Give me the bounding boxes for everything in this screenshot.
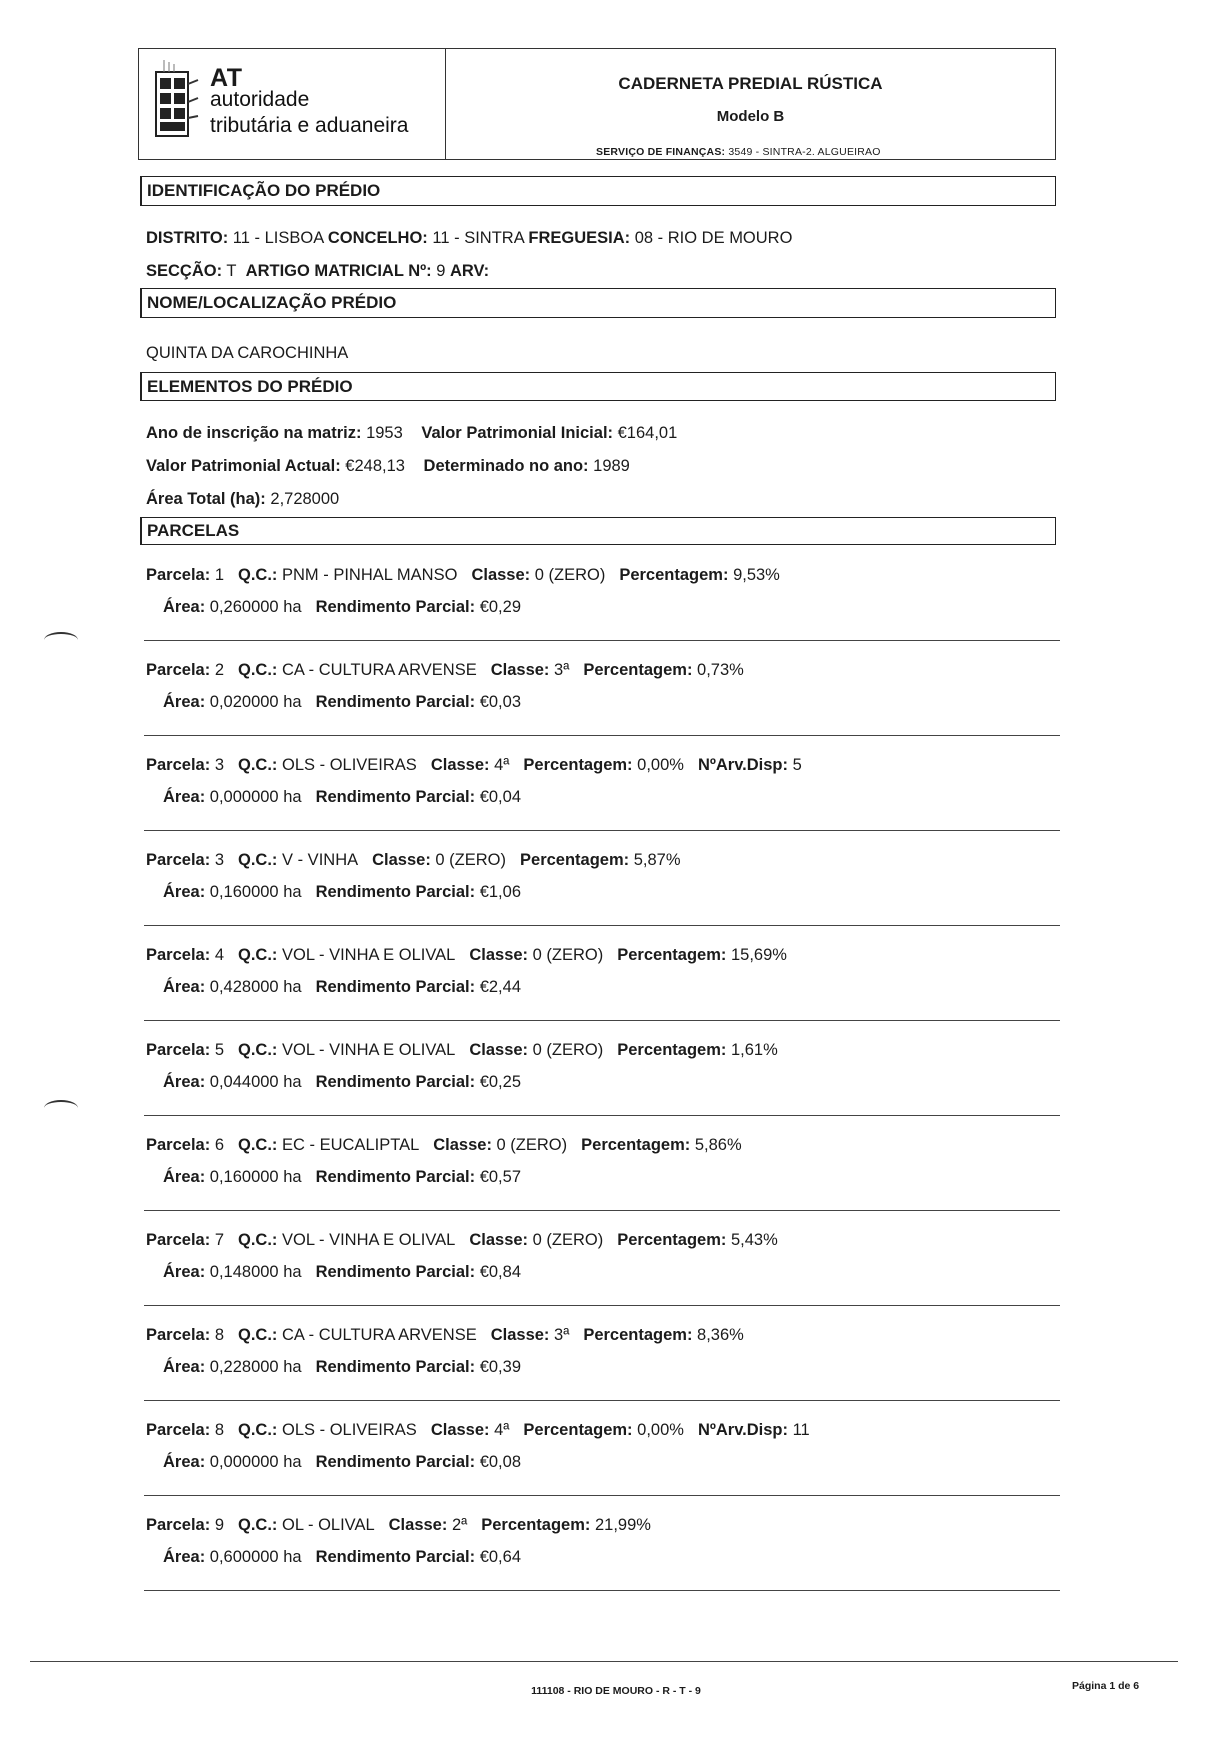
- percentagem-label: Percentagem:: [617, 1041, 727, 1059]
- percentagem-value: 5,87%: [633, 851, 681, 869]
- rendimento-value: €0,84: [479, 1263, 521, 1281]
- classe-label: Classe:: [388, 1516, 448, 1534]
- vpa-value: €248,13: [345, 457, 405, 475]
- percentagem-value: 1,61%: [730, 1041, 778, 1059]
- qc-label: Q.C.:: [238, 756, 278, 774]
- classe-label: Classe:: [471, 566, 531, 584]
- area-unit: ha: [283, 1168, 302, 1186]
- parcela-value: 3: [214, 851, 224, 869]
- ano-value: 1953: [366, 424, 403, 442]
- percentagem-value: 0,00%: [637, 756, 684, 774]
- qc-value: OLS - OLIVEIRAS: [282, 756, 417, 774]
- area-value: 0,428000: [209, 978, 279, 996]
- elements-line-2: [146, 457, 630, 476]
- qc-label: Q.C.:: [238, 946, 278, 964]
- narv-label: NºArv.Disp:: [697, 1421, 789, 1439]
- footer-rule: [30, 1661, 1178, 1662]
- qc-label: Q.C.:: [238, 1516, 278, 1534]
- qc-label: Q.C.:: [238, 851, 278, 869]
- parcel-row-area: [163, 693, 521, 712]
- classe-label: Classe:: [372, 851, 431, 869]
- parcel-divider: [144, 925, 1060, 926]
- parcela-value: 8: [214, 1421, 224, 1439]
- parcel-divider: [144, 1115, 1060, 1116]
- area-label: Área:: [163, 883, 206, 901]
- percentagem-value: 15,69%: [730, 946, 787, 964]
- classe-value: 0 (ZERO): [532, 946, 604, 964]
- area-value: 0,160000: [209, 883, 279, 901]
- rendimento-label: Rendimento Parcial:: [315, 883, 476, 901]
- classe-label: Classe:: [469, 946, 529, 964]
- classe-value: 2ª: [451, 1516, 468, 1534]
- parcel-row-area: [163, 598, 521, 617]
- parcela-value: 6: [214, 1136, 224, 1154]
- logo-line-tributaria: tributária e aduaneira: [210, 114, 409, 137]
- rendimento-label: Rendimento Parcial:: [315, 693, 476, 711]
- elements-line-3: [146, 490, 339, 509]
- parcel-row-area: [163, 1073, 521, 1092]
- area-label: Área:: [163, 1453, 206, 1471]
- parcela-value: 7: [214, 1231, 224, 1249]
- area-unit: ha: [283, 693, 302, 711]
- area-value: 0,160000: [209, 1168, 279, 1186]
- classe-label: Classe:: [469, 1231, 529, 1249]
- area-label: Área:: [163, 1073, 206, 1091]
- classe-label: Classe:: [490, 1326, 550, 1344]
- percentagem-value: 8,36%: [697, 1326, 744, 1344]
- percentagem-label: Percentagem:: [523, 1421, 633, 1439]
- parcela-label: Parcela:: [146, 851, 211, 869]
- area-value: 0,260000: [209, 598, 279, 616]
- rendimento-label: Rendimento Parcial:: [315, 978, 476, 996]
- ano-label: Ano de inscrição na matriz:: [146, 424, 362, 442]
- parcel-divider: [144, 1020, 1060, 1021]
- page-number: Página 1 de 6: [1072, 1680, 1140, 1692]
- narv-value: 5: [792, 756, 802, 774]
- parcel-row-main: [146, 946, 787, 965]
- seccao-value: T: [226, 262, 237, 280]
- area-unit: ha: [283, 883, 302, 901]
- parcel-row-area: [163, 1263, 521, 1282]
- classe-label: Classe:: [433, 1136, 492, 1154]
- parcela-label: Parcela:: [146, 1516, 211, 1534]
- parcel-divider: [144, 735, 1060, 736]
- parcel-row-main: [146, 1041, 778, 1060]
- parcela-label: Parcela:: [146, 1136, 211, 1154]
- parcela-value: 3: [214, 756, 224, 774]
- section-parcelas: PARCELAS: [140, 517, 1056, 545]
- rendimento-value: €0,25: [479, 1073, 521, 1091]
- document-subtitle: Modelo B: [716, 108, 785, 125]
- rendimento-value: €1,06: [479, 883, 521, 901]
- area-unit: ha: [283, 978, 302, 996]
- parcel-row-main: [146, 1231, 778, 1250]
- vpa-label: Valor Patrimonial Actual:: [146, 457, 341, 475]
- classe-value: 0 (ZERO): [532, 1231, 604, 1249]
- percentagem-label: Percentagem:: [583, 1326, 693, 1344]
- area-unit: ha: [283, 1453, 302, 1471]
- section-elementos: ELEMENTOS DO PRÉDIO: [140, 372, 1056, 401]
- rendimento-label: Rendimento Parcial:: [315, 1263, 476, 1281]
- parcel-divider: [144, 1495, 1060, 1496]
- percentagem-label: Percentagem:: [481, 1516, 591, 1534]
- classe-value: 0 (ZERO): [435, 851, 507, 869]
- artigo-value: 9: [436, 262, 446, 280]
- area-value: 0,228000: [209, 1358, 279, 1376]
- area-total-label: Área Total (ha):: [146, 490, 266, 508]
- narv-label: NºArv.Disp:: [697, 756, 789, 774]
- parcel-row-main: [146, 661, 744, 680]
- parcela-label: Parcela:: [146, 1326, 211, 1344]
- qc-label: Q.C.:: [238, 661, 278, 679]
- percentagem-label: Percentagem:: [581, 1136, 691, 1154]
- distrito-label: DISTRITO:: [146, 229, 229, 247]
- parcela-value: 4: [214, 946, 224, 964]
- parcel-row-area: [163, 883, 521, 902]
- article-line: [146, 262, 489, 281]
- parcel-divider: [144, 1305, 1060, 1306]
- parcel-row-main: [146, 1516, 651, 1535]
- classe-value: 0 (ZERO): [532, 1041, 604, 1059]
- artigo-label: ARTIGO MATRICIAL Nº:: [245, 262, 432, 280]
- header-divider: [445, 48, 446, 160]
- qc-label: Q.C.:: [238, 1136, 278, 1154]
- classe-label: Classe:: [490, 661, 550, 679]
- rendimento-value: €0,03: [479, 693, 521, 711]
- percentagem-value: 21,99%: [594, 1516, 651, 1534]
- area-unit: ha: [283, 1358, 302, 1376]
- parcela-label: Parcela:: [146, 1421, 211, 1439]
- qc-value: EC - EUCALIPTAL: [282, 1136, 420, 1154]
- parcel-row-main: [146, 566, 780, 585]
- percentagem-value: 5,86%: [694, 1136, 742, 1154]
- determinado-value: 1989: [593, 457, 630, 475]
- determinado-label: Determinado no ano:: [423, 457, 589, 475]
- parcela-label: Parcela:: [146, 566, 211, 584]
- rendimento-label: Rendimento Parcial:: [315, 1168, 476, 1186]
- area-total-value: 2,728000: [270, 490, 340, 508]
- area-unit: ha: [283, 1548, 302, 1566]
- area-value: 0,000000: [209, 788, 279, 806]
- qc-label: Q.C.:: [238, 566, 278, 584]
- percentagem-value: 5,43%: [730, 1231, 778, 1249]
- property-name: QUINTA DA CAROCHINHA: [146, 344, 349, 362]
- concelho-value: 11 - SINTRA: [432, 229, 524, 247]
- percentagem-label: Percentagem:: [617, 1231, 727, 1249]
- parcela-label: Parcela:: [146, 661, 211, 679]
- classe-value: 0 (ZERO): [496, 1136, 568, 1154]
- parcel-row-area: [163, 1168, 521, 1187]
- logo-line-autoridade: autoridade: [210, 88, 310, 111]
- parcel-divider: [144, 830, 1060, 831]
- area-value: 0,044000: [209, 1073, 279, 1091]
- area-unit: ha: [283, 1263, 302, 1281]
- percentagem-value: 9,53%: [733, 566, 780, 584]
- qc-value: VOL - VINHA E OLIVAL: [282, 1231, 456, 1249]
- parcel-divider: [144, 640, 1060, 641]
- qc-value: V - VINHA: [282, 851, 359, 869]
- classe-label: Classe:: [469, 1041, 529, 1059]
- classe-value: 4ª: [494, 756, 510, 774]
- freguesia-value: 08 - RIO DE MOURO: [634, 229, 793, 247]
- qc-value: OL - OLIVAL: [282, 1516, 375, 1534]
- area-label: Área:: [163, 1358, 206, 1376]
- service-label: SERVIÇO DE FINANÇAS:: [596, 146, 726, 158]
- elements-line-1: [146, 424, 677, 443]
- qc-value: CA - CULTURA ARVENSE: [282, 661, 477, 679]
- parcel-row-main: [146, 851, 681, 870]
- area-value: 0,000000: [209, 1453, 279, 1471]
- parcela-value: 8: [214, 1326, 224, 1344]
- at-emblem-icon: [152, 58, 202, 142]
- rendimento-label: Rendimento Parcial:: [315, 788, 476, 806]
- percentagem-label: Percentagem:: [619, 566, 729, 584]
- rendimento-label: Rendimento Parcial:: [315, 598, 476, 616]
- rendimento-value: €0,57: [479, 1168, 521, 1186]
- percentagem-value: 0,73%: [697, 661, 744, 679]
- rendimento-value: €0,29: [479, 598, 521, 616]
- rendimento-value: €0,08: [479, 1453, 521, 1471]
- parcela-label: Parcela:: [146, 1231, 211, 1249]
- rendimento-label: Rendimento Parcial:: [315, 1548, 476, 1566]
- parcel-divider: [144, 1400, 1060, 1401]
- classe-value: 3ª: [554, 661, 570, 679]
- parcela-value: 2: [214, 661, 224, 679]
- classe-label: Classe:: [430, 756, 490, 774]
- area-unit: ha: [283, 598, 302, 616]
- percentagem-label: Percentagem:: [523, 756, 633, 774]
- section-identificacao: IDENTIFICAÇÃO DO PRÉDIO: [140, 176, 1056, 206]
- parcel-row-area: [163, 788, 521, 807]
- classe-value: 4ª: [494, 1421, 510, 1439]
- qc-value: VOL - VINHA E OLIVAL: [282, 946, 456, 964]
- rendimento-value: €0,64: [479, 1548, 521, 1566]
- parcela-label: Parcela:: [146, 946, 211, 964]
- percentagem-label: Percentagem:: [520, 851, 630, 869]
- parcel-row-area: [163, 1358, 521, 1377]
- qc-value: CA - CULTURA ARVENSE: [282, 1326, 477, 1344]
- logo-at: AT: [210, 64, 243, 92]
- rendimento-label: Rendimento Parcial:: [315, 1453, 476, 1471]
- area-label: Área:: [163, 693, 206, 711]
- rendimento-value: €0,39: [479, 1358, 521, 1376]
- parcel-divider: [144, 1590, 1060, 1591]
- distrito-value: 11 - LISBOA: [232, 229, 324, 247]
- area-label: Área:: [163, 1548, 206, 1566]
- qc-value: VOL - VINHA E OLIVAL: [282, 1041, 456, 1059]
- area-label: Área:: [163, 598, 206, 616]
- classe-label: Classe:: [430, 1421, 490, 1439]
- binder-hole-mark: [44, 1100, 78, 1116]
- area-value: 0,600000: [209, 1548, 279, 1566]
- parcela-value: 1: [214, 566, 224, 584]
- area-unit: ha: [283, 1073, 302, 1091]
- concelho-label: CONCELHO:: [327, 229, 428, 247]
- service-line: [596, 146, 881, 158]
- percentagem-value: 0,00%: [637, 1421, 684, 1439]
- parcel-row-area: [163, 1453, 521, 1472]
- vpi-label: Valor Patrimonial Inicial:: [421, 424, 614, 442]
- classe-value: 3ª: [554, 1326, 570, 1344]
- area-unit: ha: [283, 788, 302, 806]
- area-value: 0,020000: [209, 693, 279, 711]
- service-value: 3549 - SINTRA-2. ALGUEIRAO: [728, 146, 881, 158]
- parcel-row-main: [146, 756, 802, 775]
- qc-label: Q.C.:: [238, 1231, 278, 1249]
- qc-label: Q.C.:: [238, 1326, 278, 1344]
- area-value: 0,148000: [209, 1263, 279, 1281]
- binder-hole-mark: [44, 632, 78, 648]
- parcel-row-main: [146, 1136, 742, 1155]
- percentagem-label: Percentagem:: [617, 946, 727, 964]
- parcel-row-area: [163, 978, 521, 997]
- seccao-label: SECÇÃO:: [146, 262, 223, 280]
- qc-value: PNM - PINHAL MANSO: [282, 566, 458, 584]
- area-label: Área:: [163, 788, 206, 806]
- location-line: [146, 229, 792, 248]
- qc-value: OLS - OLIVEIRAS: [282, 1421, 417, 1439]
- document-title: CADERNETA PREDIAL RÚSTICA: [618, 74, 883, 93]
- footer-code: 111108 - RIO DE MOURO - R - T - 9: [531, 1685, 701, 1697]
- percentagem-label: Percentagem:: [583, 661, 693, 679]
- qc-label: Q.C.:: [238, 1041, 278, 1059]
- section-nome-localizacao: NOME/LOCALIZAÇÃO PRÉDIO: [140, 288, 1056, 318]
- parcela-label: Parcela:: [146, 1041, 211, 1059]
- parcel-row-main: [146, 1421, 810, 1440]
- rendimento-label: Rendimento Parcial:: [315, 1073, 476, 1091]
- rendimento-label: Rendimento Parcial:: [315, 1358, 476, 1376]
- vpi-value: €164,01: [617, 424, 678, 442]
- parcel-divider: [144, 1210, 1060, 1211]
- freguesia-label: FREGUESIA:: [528, 229, 631, 247]
- rendimento-value: €0,04: [479, 788, 521, 806]
- parcela-value: 5: [214, 1041, 224, 1059]
- parcela-value: 9: [214, 1516, 224, 1534]
- narv-value: 11: [792, 1421, 810, 1439]
- parcel-row-area: [163, 1548, 521, 1567]
- arv-label: ARV:: [450, 262, 490, 280]
- area-label: Área:: [163, 978, 206, 996]
- classe-value: 0 (ZERO): [534, 566, 606, 584]
- parcela-label: Parcela:: [146, 756, 211, 774]
- area-label: Área:: [163, 1263, 206, 1281]
- parcel-row-main: [146, 1326, 744, 1345]
- area-label: Área:: [163, 1168, 206, 1186]
- qc-label: Q.C.:: [238, 1421, 278, 1439]
- rendimento-value: €2,44: [479, 978, 521, 996]
